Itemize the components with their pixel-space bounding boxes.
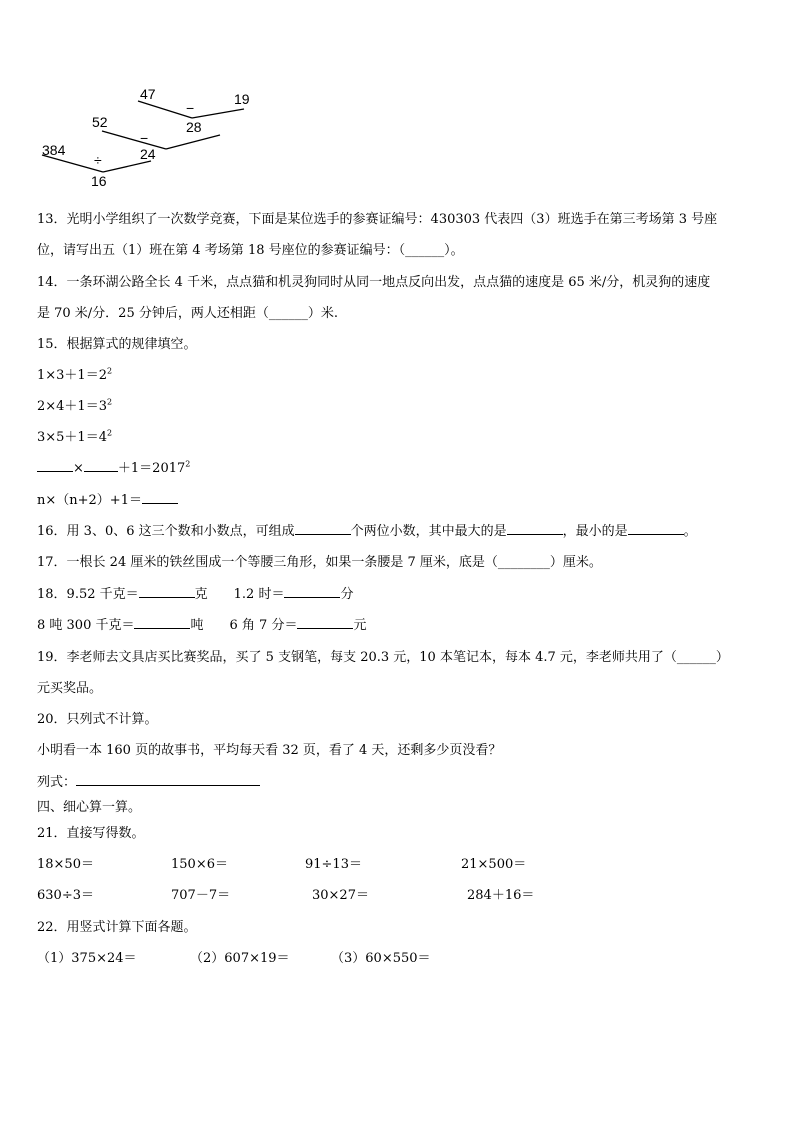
calc-item: 284＋16＝ (467, 888, 535, 903)
question-14-line-1: 14．一条环湖公路全长 4 千米，点点猫和机灵狗同时从同一地点反向出发，点点猫的速度是 65 米/分，机灵狗的速度 (37, 275, 711, 290)
question-text: 。 (683, 524, 697, 539)
diagram-minus-sign: − (186, 100, 195, 116)
calc-item: 91÷13＝ (305, 857, 362, 872)
question-20-answer-line (37, 771, 260, 790)
exponent: 2 (185, 459, 191, 469)
diagram-number-24: 24 (140, 146, 156, 162)
times-sign: × (73, 461, 84, 476)
diagram-number-47: 47 (140, 86, 156, 102)
answer-blank[interactable] (295, 523, 351, 535)
question-21-title: 21．直接写得数。 (37, 826, 145, 841)
vertical-calc-item: （3）60×550＝ (331, 951, 431, 966)
unit-text: 克 (194, 587, 208, 602)
answer-blank[interactable] (139, 586, 195, 598)
calc-item: 150×6＝ (171, 857, 228, 872)
calc-item: 630÷3＝ (37, 888, 94, 903)
exponent: 2 (106, 428, 113, 438)
answer-label: 列式： (37, 775, 77, 790)
question-16 (37, 520, 697, 539)
equation-text: ＋1＝2017 (117, 461, 186, 476)
question-20-title: 20．只列式不计算。 (37, 712, 158, 727)
pattern-equation-1 (37, 364, 112, 383)
question-text: 1.2 时＝ (233, 587, 285, 602)
calc-item: 30×27＝ (312, 888, 369, 903)
diagram-divide-sign: ÷ (94, 152, 102, 168)
equation-text: 1×3＋1＝2 (37, 368, 107, 383)
calc-item: 21×500＝ (461, 857, 527, 872)
answer-blank[interactable] (84, 460, 118, 472)
calc-item: 707－7＝ (171, 888, 231, 903)
pattern-equation-2 (37, 395, 112, 414)
answer-blank[interactable] (628, 523, 684, 535)
diagram-number-19: 19 (234, 91, 250, 107)
question-text: 18．9.52 千克＝ (37, 587, 139, 602)
question-text: 8 吨 300 千克＝ (37, 618, 135, 633)
question-13-line-1: 13．光明小学组织了一次数学竞赛，下面是某位选手的参赛证编号：430303 代表四（3）班选手在第三考场第 3 号座 (37, 212, 718, 227)
question-text: 6 角 7 分＝ (229, 618, 298, 633)
diagram-number-52: 52 (92, 114, 108, 130)
question-14-line-2: 是 70 米/分．25 分钟后，两人还相距（______）米. (37, 306, 338, 321)
calc-item: 18×50＝ (37, 857, 94, 872)
answer-blank[interactable] (142, 492, 178, 504)
answer-blank[interactable] (37, 460, 73, 472)
diagram-number-384: 384 (42, 142, 66, 158)
diagram-minus-sign: − (140, 130, 149, 146)
pattern-equation-4 (37, 457, 190, 476)
question-22-title: 22．用竖式计算下面各题。 (37, 920, 197, 935)
question-text: ，最小的是 (562, 524, 628, 539)
answer-blank[interactable] (134, 617, 190, 629)
unit-text: 分 (340, 587, 354, 602)
arithmetic-chain-diagram (30, 80, 270, 195)
question-text: 个两位小数，其中最大的是 (350, 524, 507, 539)
exponent: 2 (106, 366, 113, 376)
exponent: 2 (106, 397, 113, 407)
question-17: 17．一根长 24 厘米的铁丝围成一个等腰三角形，如果一条腰是 7 厘米，底是（________）厘米。 (37, 555, 602, 570)
pattern-equation-5 (37, 489, 178, 508)
question-19-line-1: 19．李老师去文具店买比赛奖品，买了 5 支钢笔，每支 20.3 元，10 本笔记本，每本 4.7 元，李老师共用了（______） (37, 650, 729, 665)
vertical-calc-item: （2）607×19＝ (190, 951, 290, 966)
answer-blank[interactable] (297, 617, 353, 629)
question-text: 16．用 3、0、6 这三个数和小数点，可组成 (37, 524, 295, 539)
question-18-line-2 (37, 614, 366, 633)
unit-text: 元 (353, 618, 367, 633)
answer-blank[interactable] (507, 523, 563, 535)
diagram-number-16: 16 (91, 173, 107, 189)
diagram-number-28: 28 (186, 119, 202, 135)
question-20-text: 小明看一本 160 页的故事书，平均每天看 32 页，看了 4 天，还剩多少页没看？ (37, 743, 502, 758)
equation-text: 3×5＋1＝4 (37, 430, 107, 445)
equation-text: n×（n+2）+1＝ (37, 493, 142, 508)
question-19-line-2: 元买奖品。 (37, 681, 103, 696)
question-15-title: 15．根据算式的规律填空。 (37, 337, 197, 352)
equation-text: 2×4＋1＝3 (37, 399, 107, 414)
answer-blank[interactable] (284, 586, 340, 598)
question-13-line-2: 位，请写出五（1）班在第 4 考场第 18 号座位的参赛证编号：（______）。 (37, 243, 464, 258)
pattern-equation-3 (37, 426, 112, 445)
section-heading: 四、细心算一算。 (37, 800, 142, 815)
vertical-calc-item: （1）375×24＝ (37, 951, 137, 966)
answer-blank[interactable] (76, 774, 260, 786)
question-18-line-1 (37, 583, 353, 602)
unit-text: 吨 (190, 618, 204, 633)
